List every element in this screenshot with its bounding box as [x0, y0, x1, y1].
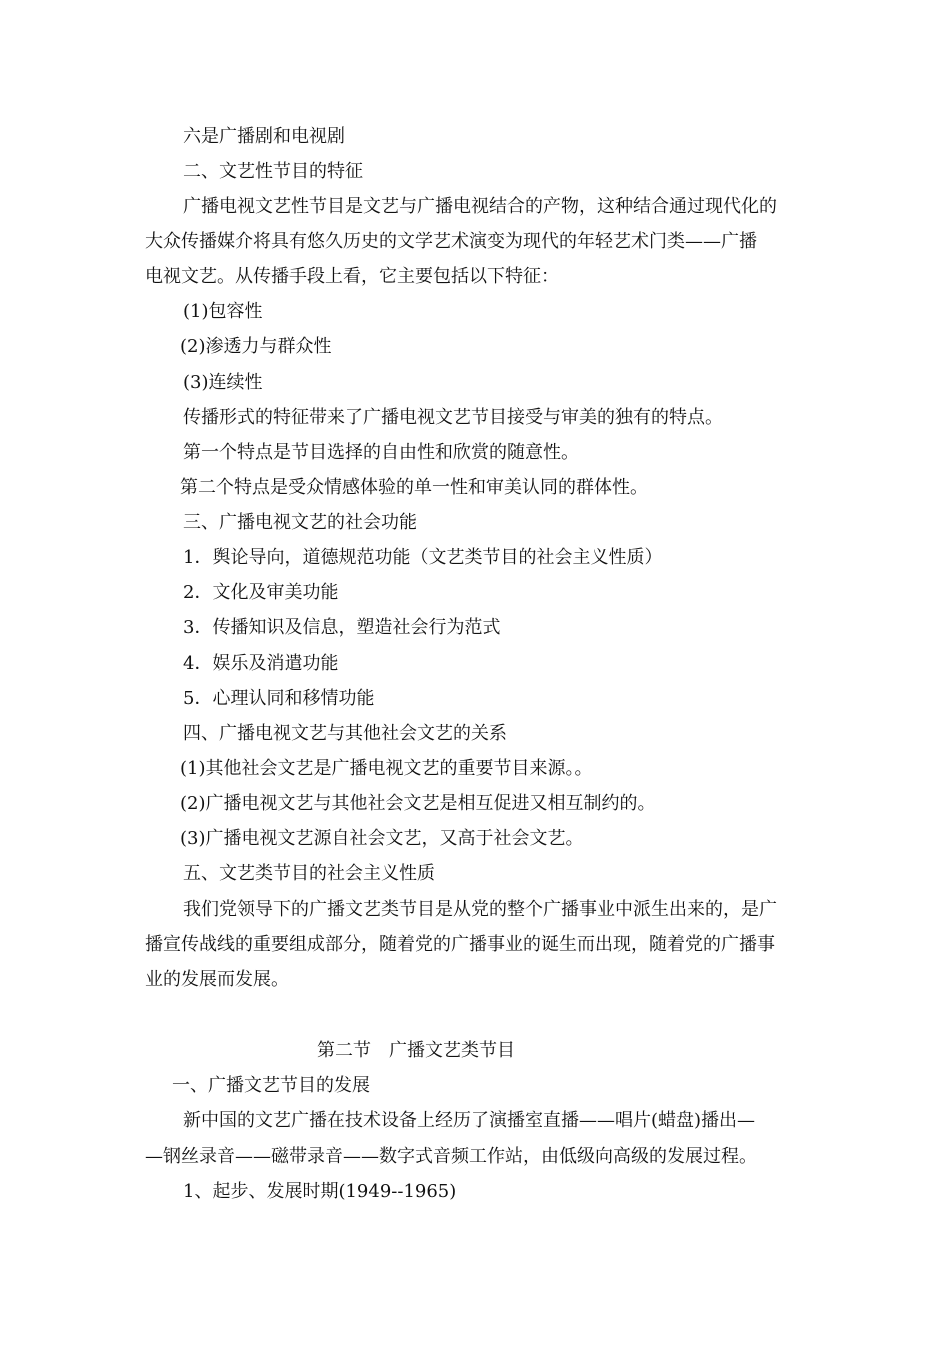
paragraph-line: 新中国的文艺广播在技术设备上经历了演播室直播——唱片(蜡盘)播出— [183, 1110, 756, 1131]
paragraph-line: 播宣传战线的重要组成部分，随着党的广播事业的诞生而出现，随着党的广播事 [145, 934, 775, 955]
text-line-list-item: 六是广播剧和电视剧 [183, 126, 345, 147]
paragraph-line: 广播电视文艺性节目是文艺与广播电视结合的产物，这种结合通过现代化的 [183, 196, 777, 217]
list-item: (1)包容性 [183, 301, 263, 322]
paragraph-line: 第一个特点是节目选择的自由性和欣赏的随意性。 [183, 442, 579, 463]
paragraph-line: 第二个特点是受众情感体验的单一性和审美认同的群体性。 [180, 477, 648, 498]
section-heading-features: 二、文艺性节目的特征 [183, 161, 363, 182]
list-item: (2)渗透力与群众性 [180, 336, 332, 357]
paragraph-line: 电视文艺。从传播手段上看，它主要包括以下特征： [145, 266, 559, 287]
section-heading-relations: 四、广播电视文艺与其他社会文艺的关系 [183, 723, 507, 744]
list-item: 2．文化及审美功能 [183, 582, 339, 603]
list-item: 4．娱乐及消遣功能 [183, 653, 339, 674]
list-item: (3)广播电视文艺源自社会文艺，又高于社会文艺。 [180, 828, 584, 849]
paragraph-line: 业的发展而发展。 [145, 969, 289, 990]
paragraph-line: —钢丝录音——磁带录音——数字式音频工作站，由低级向高级的发展过程。 [145, 1146, 757, 1167]
subsection-heading: 1、起步、发展时期(1949--1965) [183, 1181, 457, 1202]
section-heading-development: 一、广播文艺节目的发展 [172, 1075, 370, 1096]
section-heading-socialist-nature: 五、文艺类节目的社会主义性质 [183, 863, 435, 884]
list-item: 5．心理认同和移情功能 [183, 688, 375, 709]
paragraph-line: 大众传播媒介将具有悠久历史的文学艺术演变为现代的年轻艺术门类——广播 [145, 231, 757, 252]
list-item: 3．传播知识及信息，塑造社会行为范式 [183, 617, 501, 638]
paragraph-line: 我们党领导下的广播文艺类节目是从党的整个广播事业中派生出来的，是广 [183, 899, 777, 920]
list-item: (3)连续性 [183, 372, 263, 393]
section-heading-functions: 三、广播电视文艺的社会功能 [183, 512, 417, 533]
chapter-section-title: 第二节 广播文艺类节目 [317, 1040, 515, 1061]
paragraph-line: 传播形式的特征带来了广播电视文艺节目接受与审美的独有的特点。 [183, 407, 723, 428]
list-item: (2)广播电视文艺与其他社会文艺是相互促进又相互制约的。 [180, 793, 656, 814]
list-item: 1．舆论导向，道德规范功能（文艺类节目的社会主义性质） [183, 547, 663, 568]
list-item: (1)其他社会文艺是广播电视文艺的重要节目来源。。 [180, 758, 593, 779]
